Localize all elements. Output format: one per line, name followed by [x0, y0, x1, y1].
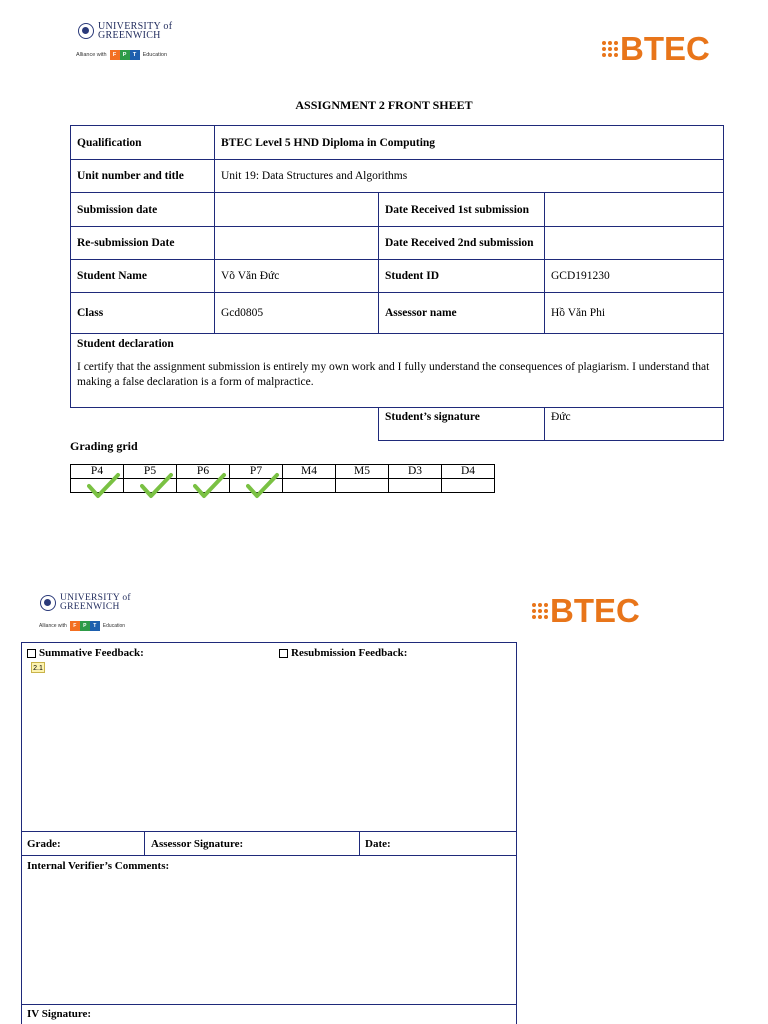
criterion-m4: M4 — [283, 465, 336, 479]
date-received-2-label: Date Received 2nd submission — [379, 227, 545, 260]
comment-marker-icon[interactable]: 2.1 — [31, 662, 45, 673]
checkmark-icon — [140, 472, 174, 502]
fpt-logo — [110, 50, 140, 60]
grade-cell — [21, 831, 145, 856]
assessor-signature-cell — [144, 831, 360, 856]
checkbox-icon — [279, 649, 288, 658]
class-label: Class — [71, 293, 215, 334]
submission-date-label: Submission date — [71, 193, 215, 227]
fpt-letter-p: P — [80, 621, 90, 631]
declaration-cell — [71, 334, 724, 408]
criterion-d4: D4 — [442, 465, 495, 479]
btec-dots-icon — [602, 41, 618, 57]
btec-dots-icon — [532, 603, 548, 619]
resubmission-feedback-label: Resubmission Feedback: — [291, 647, 408, 659]
student-name-label: Student Name — [71, 260, 215, 293]
checkmark-icon — [246, 472, 280, 502]
grade-label: Grade: — [27, 838, 61, 850]
page-title: ASSIGNMENT 2 FRONT SHEET — [295, 98, 473, 112]
iv-comments-label: Internal Verifier’s Comments: — [27, 860, 170, 872]
student-id-value: GCD191230 — [545, 260, 724, 293]
crest-icon — [78, 23, 94, 39]
crest-icon — [40, 595, 56, 611]
university-logo — [78, 22, 172, 40]
assessor-label: Assessor name — [379, 293, 545, 334]
criterion-p4: P4 — [71, 465, 124, 479]
university-line-1: UNIVERSITY of — [98, 21, 173, 32]
alliance-suffix: Education — [102, 623, 126, 629]
resubmission-feedback-checkbox[interactable] — [279, 647, 407, 659]
alliance-line — [76, 50, 167, 60]
university-line-2: GREENWICH — [98, 30, 161, 41]
alliance-prefix: Alliance with — [39, 623, 67, 629]
date-received-1-label: Date Received 1st submission — [379, 193, 545, 227]
iv-signature-label: IV Signature: — [27, 1008, 92, 1020]
qualification-value: BTEC Level 5 HND Diploma in Computing — [215, 126, 724, 160]
alliance-line-2 — [39, 621, 125, 631]
alliance-suffix: Education — [142, 52, 168, 58]
iv-comments-box — [21, 855, 517, 1005]
fpt-letter-p: P — [120, 50, 130, 60]
fpt-letter-t: T — [130, 50, 140, 60]
front-sheet-table — [70, 125, 724, 441]
date-received-2-value — [545, 227, 724, 260]
criterion-p6: P6 — [177, 465, 230, 479]
assessor-value: Hồ Văn Phi — [545, 293, 724, 334]
btec-text: BTEC — [620, 30, 710, 67]
checkbox-icon — [27, 649, 36, 658]
grade-cell — [389, 479, 442, 493]
declaration-label: Student declaration — [77, 338, 174, 350]
fpt-letter-t: T — [90, 621, 100, 631]
signature-spacer — [71, 408, 379, 441]
feedback-box — [21, 642, 517, 832]
grading-grid — [70, 464, 495, 493]
university-logo-2 — [40, 594, 131, 612]
signature-label: Student’s signature — [379, 408, 545, 441]
btec-logo-2 — [532, 592, 640, 630]
date-label: Date: — [365, 838, 391, 850]
criterion-m5: M5 — [336, 465, 389, 479]
unit-label: Unit number and title — [71, 160, 215, 193]
fpt-logo — [70, 621, 100, 631]
student-id-label: Student ID — [379, 260, 545, 293]
checkmark-icon — [193, 472, 227, 502]
university-line-2: GREENWICH — [60, 602, 120, 612]
declaration-text: I certify that the assignment submission is entirely my own work and I fully understand the consequences of plagiarism. I understand that making a false declaration is a form of malpractice. — [77, 361, 710, 388]
summative-feedback-checkbox[interactable] — [27, 647, 144, 659]
assessor-signature-label: Assessor Signature: — [151, 838, 244, 850]
resubmission-date-value — [215, 227, 379, 260]
grade-cell — [336, 479, 389, 493]
class-value: Gcd0805 — [215, 293, 379, 334]
checkmark-icon — [87, 472, 121, 502]
criterion-p7: P7 — [230, 465, 283, 479]
signature-value: Đức — [545, 408, 724, 441]
btec-logo — [602, 30, 710, 68]
submission-date-value — [215, 193, 379, 227]
grade-cell — [442, 479, 495, 493]
criterion-d3: D3 — [389, 465, 442, 479]
criterion-p5: P5 — [124, 465, 177, 479]
qualification-label: Qualification — [71, 126, 215, 160]
unit-value: Unit 19: Data Structures and Algorithms — [215, 160, 724, 193]
fpt-letter-f: F — [110, 50, 120, 60]
iv-signature-box — [21, 1004, 517, 1024]
date-received-1-value — [545, 193, 724, 227]
date-cell — [359, 831, 517, 856]
alliance-prefix: Alliance with — [76, 52, 107, 58]
grade-cell — [283, 479, 336, 493]
grading-grid-label: Grading grid — [70, 439, 138, 453]
student-name-value: Võ Văn Đức — [215, 260, 379, 293]
fpt-letter-f: F — [70, 621, 80, 631]
btec-text: BTEC — [550, 592, 640, 629]
summative-feedback-label: Summative Feedback: — [39, 647, 144, 659]
university-line-1: UNIVERSITY of — [60, 593, 131, 603]
resubmission-date-label: Re-submission Date — [71, 227, 215, 260]
